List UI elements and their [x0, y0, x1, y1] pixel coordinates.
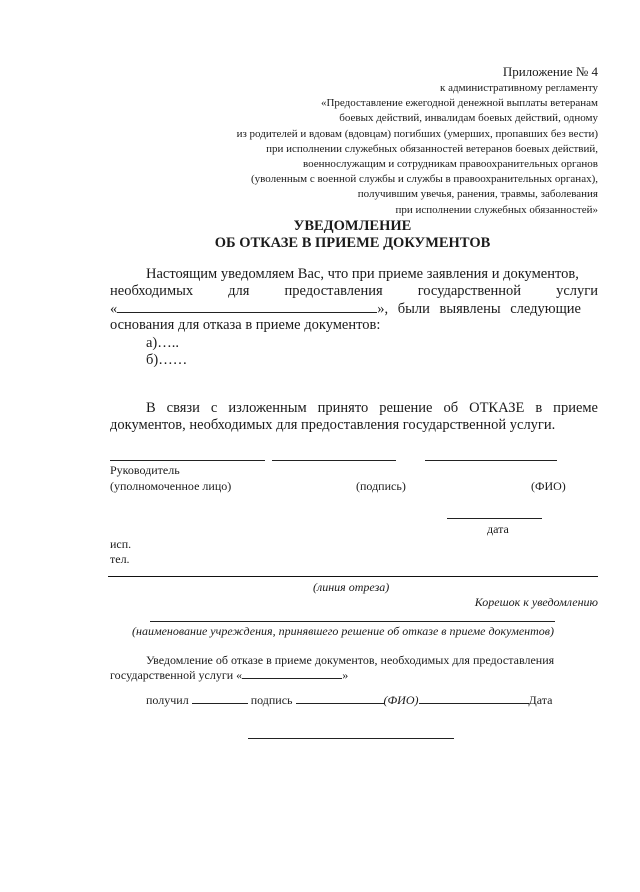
head-label: Руководитель	[110, 463, 180, 477]
signature-line	[272, 460, 396, 461]
appendix-line: «Предоставление ежегодной денежной выплаты ветеранам	[320, 97, 598, 110]
signature-label: (подпись)	[356, 479, 406, 493]
reason-item-a: а)…..	[146, 335, 180, 351]
phone-label: тел.	[110, 552, 130, 566]
stub-line-2-start: государственной услуги «	[110, 668, 243, 682]
appendix-number: Приложение № 4	[502, 64, 598, 79]
signature-blank	[296, 693, 384, 704]
organization-caption: (наименование учреждения, принявшего решение об отказе в приеме документов)	[132, 624, 555, 638]
document-title	[0, 218, 640, 252]
appendix-line: (уволенным с военной службы и службы в правоохранительных органах),	[250, 173, 598, 186]
stub-line-2-end: »	[342, 668, 349, 682]
notice-para1-line4: основания для отказа в приеме документов:	[110, 317, 381, 333]
appendix-line: при исполнении служебных обязанностей»	[395, 203, 598, 216]
date-label-stub: Дата	[528, 693, 553, 707]
fio-blank	[419, 693, 529, 704]
appendix-header	[178, 64, 598, 218]
organization-name-line	[150, 621, 555, 622]
stub-service-blank	[242, 668, 342, 679]
date-line	[447, 518, 542, 519]
reason-item-b: б)……	[146, 352, 188, 368]
received-row	[146, 693, 552, 707]
received-label: получил	[146, 693, 189, 707]
stub-bottom-line	[248, 738, 454, 739]
fio-line	[425, 460, 557, 461]
para1-line3-rest: », были выявлены следующие	[377, 301, 581, 317]
date-label: дата	[487, 522, 509, 536]
notice-para1-line3	[110, 300, 598, 318]
appendix-line: получившим увечья, ранения, травмы, заболевания	[357, 188, 598, 201]
executor-label: исп.	[110, 537, 132, 551]
notice-para2-line1: В связи с изложенным принято решение об ОТКАЗЕ в приеме	[146, 400, 598, 416]
service-name-blank	[117, 300, 377, 313]
appendix-line: при исполнении служебных обязанностей ветеранов боевых действий,	[266, 142, 598, 155]
appendix-line: из родителей и вдовам (вдовцам) погибших (умерших, пропавших без вести)	[236, 127, 598, 140]
head-position-line	[110, 460, 265, 461]
title-line-1: УВЕДОМЛЕНИЕ	[293, 218, 412, 234]
stub-line-2	[110, 668, 348, 682]
notice-para1-line2: необходимых для предоставления государственной услуги	[110, 283, 598, 299]
stub-line-1: Уведомление об отказе в приеме документов, необходимых для предоставления	[146, 653, 555, 667]
notice-para1-line1: Настоящим уведомляем Вас, что при приеме заявления и документов,	[146, 266, 579, 282]
appendix-line: к административному регламенту	[440, 82, 598, 94]
fio-label: (ФИО)	[531, 479, 566, 493]
cut-line	[108, 576, 598, 577]
appendix-line: боевых действий, инвалидам боевых действий, одному	[339, 112, 598, 125]
notice-para2-line2: документов, необходимых для предоставления государственной услуги.	[110, 417, 556, 433]
appendix-line: военнослужащим и сотрудникам правоохранительных органов	[302, 158, 598, 171]
signature-label-stub: подпись	[250, 693, 293, 707]
fio-label-stub: (ФИО)	[383, 693, 419, 707]
quote-open: «	[110, 301, 118, 317]
title-line-2: ОБ ОТКАЗЕ В ПРИЕМЕ ДОКУМЕНТОВ	[214, 235, 491, 251]
cut-line-label: (линия отреза)	[313, 580, 390, 594]
stub-title: Корешок к уведомлению	[474, 595, 598, 609]
head-sublabel: (уполномоченное лицо)	[110, 479, 232, 493]
received-blank	[192, 693, 248, 704]
